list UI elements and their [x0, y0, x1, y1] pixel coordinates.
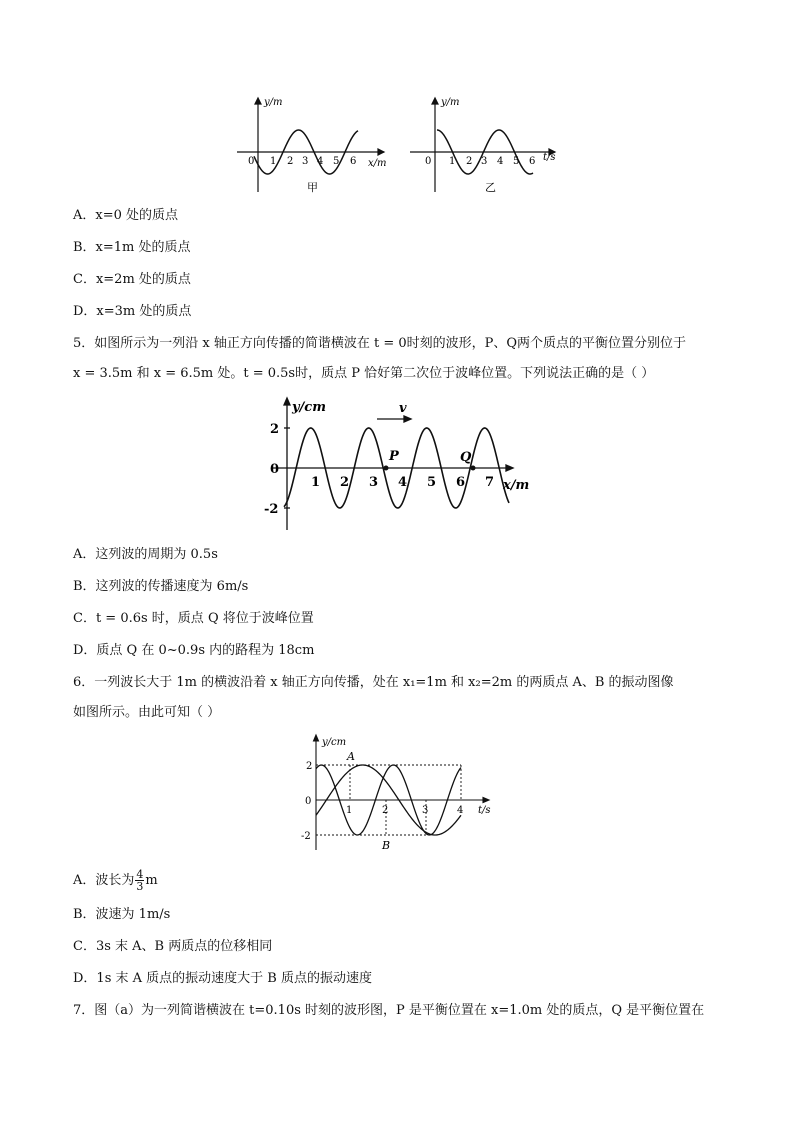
q5-stem-line-2: x = 3.5m 和 x = 6.5m 处。t = 0.5s时，质点 P 恰好第二次位于波峰位置。下列说法正确的是（ ） — [73, 366, 655, 381]
y-tick-label: 0 — [305, 796, 312, 807]
y-axis-arrow — [255, 98, 261, 104]
q5-stem-line-1: 5．如图所示为一列沿 x 轴正方向传播的简谐横波在 t = 0时刻的波形，P、Q两个质点的平衡位置分别位于 — [73, 336, 687, 351]
q6-vibration-figure — [298, 733, 498, 853]
x-tick-label: 1 — [311, 475, 321, 490]
tick-label: 4 — [317, 156, 324, 167]
q5-option-b: B．这列波的传播速度为 6m/s — [73, 579, 249, 594]
x-tick-label: 5 — [427, 475, 437, 490]
q4-option-d: D．x=3m 处的质点 — [73, 304, 192, 319]
x-tick-label: 3 — [369, 475, 379, 490]
q6-stem-line-1: 6．一列波长大于 1m 的横波沿着 x 轴正方向传播，处在 x₁=1m 和 x₂=2m 的两质点 A、B 的振动图像 — [73, 675, 674, 690]
tick-label: 6 — [350, 156, 357, 167]
y-axis-label: y/cm — [292, 400, 326, 415]
point-p-marker — [384, 466, 389, 471]
q4-figure-left — [232, 92, 392, 202]
y-axis-label: y/m — [264, 97, 283, 108]
point-q-marker — [471, 466, 476, 471]
tick-label: 0 — [248, 156, 255, 167]
y-tick-label: 0 — [270, 462, 280, 477]
x-axis-label: t/s — [543, 152, 556, 163]
fraction — [135, 869, 144, 892]
point-p-label: P — [389, 449, 399, 464]
tick-label: 2 — [466, 156, 473, 167]
x-axis-label: x/m — [368, 158, 387, 169]
x-axis-arrow — [506, 465, 513, 471]
y-axis-arrow — [284, 398, 290, 405]
tick-label: 5 — [333, 156, 340, 167]
label-b: B — [382, 839, 391, 852]
tick-label: 6 — [529, 156, 536, 167]
tick-label: 3 — [302, 156, 309, 167]
tick-label: 0 — [425, 156, 432, 167]
x-tick-label: 4 — [398, 475, 408, 490]
q6-option-a-prefix: A．波长为 — [73, 873, 135, 888]
x-tick-label: 7 — [485, 475, 495, 490]
q7-stem-line-1: 7．图（a）为一列简谐横波在 t=0.10s 时刻的波形图，P 是平衡位置在 x=1.0m 处的质点，Q 是平衡位置在 — [73, 1003, 705, 1018]
y-axis-label: y/cm — [322, 737, 347, 748]
q6-option-c: C．3s 末 A、B 两质点的位移相同 — [73, 939, 273, 954]
figure-caption: 甲 — [307, 181, 318, 194]
x-axis-arrow — [483, 798, 489, 803]
q5-wave-figure — [262, 395, 537, 535]
q6-stem-line-2: 如图所示。由此可知（ ） — [73, 705, 221, 720]
figure-caption: 乙 — [485, 181, 496, 194]
tick-label: 5 — [513, 156, 520, 167]
q5-option-d: D．质点 Q 在 0~0.9s 内的路程为 18cm — [73, 643, 315, 658]
y-tick-label: 2 — [270, 422, 280, 437]
q4-option-a: A．x=0 处的质点 — [73, 208, 179, 223]
x-tick-label: 1 — [346, 805, 353, 816]
point-q-label: Q — [460, 450, 472, 465]
x-tick-label: 2 — [382, 805, 389, 816]
tick-label: 1 — [449, 156, 456, 167]
velocity-arrowhead — [404, 416, 411, 422]
fraction-denominator: 3 — [136, 880, 144, 893]
y-tick-label: 2 — [306, 761, 313, 772]
q6-option-a-unit: m — [145, 873, 158, 888]
q5-option-c: C．t = 0.6s 时，质点 Q 将位于波峰位置 — [73, 611, 314, 626]
fraction-numerator: 4 — [136, 868, 144, 881]
x-tick-label: 3 — [422, 805, 429, 816]
q4-option-c: C．x=2m 处的质点 — [73, 272, 191, 287]
y-tick-label: -2 — [301, 831, 311, 842]
x-tick-label: 2 — [340, 475, 350, 490]
x-tick-label: 4 — [457, 805, 464, 816]
label-a: A — [347, 750, 355, 763]
tick-label: 1 — [270, 156, 277, 167]
y-axis-label: y/m — [441, 97, 460, 108]
q4-figure-right — [405, 92, 565, 202]
y-tick-label: -2 — [264, 502, 279, 517]
x-axis-arrow — [378, 149, 384, 155]
q6-option-d: D．1s 末 A 质点的振动速度大于 B 质点的振动速度 — [73, 971, 372, 986]
tick-label: 2 — [287, 156, 294, 167]
tick-label: 3 — [481, 156, 488, 167]
q6-option-a — [73, 868, 158, 894]
x-axis-label: t/s — [478, 805, 491, 816]
q5-option-a: A．这列波的周期为 0.5s — [73, 547, 218, 562]
x-axis-label: x/m — [503, 478, 530, 493]
velocity-label: v — [399, 401, 407, 416]
y-axis-arrow — [432, 98, 438, 104]
q6-option-b: B．波速为 1m/s — [73, 907, 171, 922]
y-axis-arrow — [314, 735, 319, 741]
x-tick-label: 6 — [456, 475, 466, 490]
tick-label: 4 — [497, 156, 504, 167]
q4-option-b: B．x=1m 处的质点 — [73, 240, 191, 255]
